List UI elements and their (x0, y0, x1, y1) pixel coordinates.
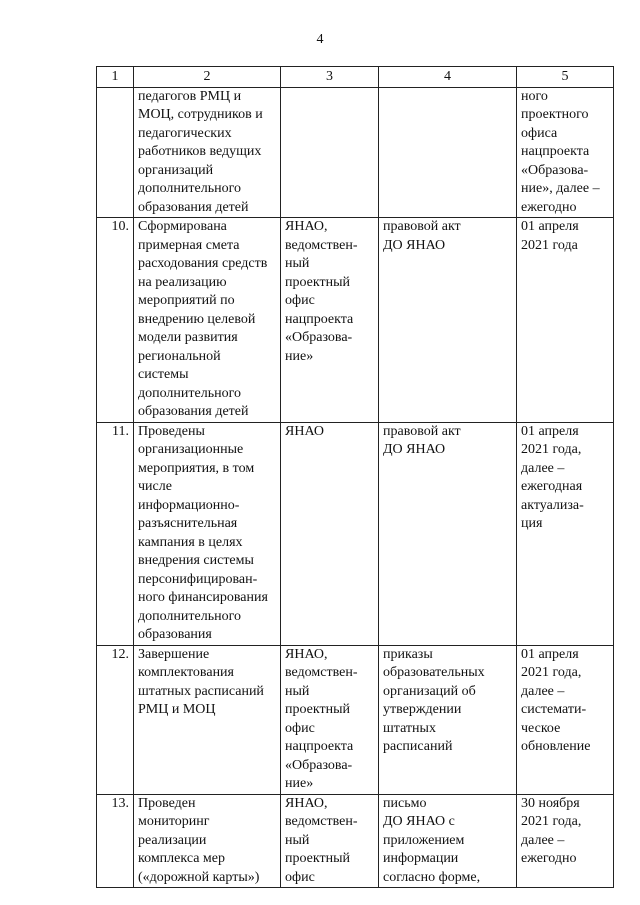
deadline-cell: 01 апреля 2021 года (517, 218, 614, 423)
document-cell: письмо ДО ЯНАО с приложением информации согласно форме, (379, 794, 517, 888)
document-cell: приказы образовательных организаций об утверждении штатных расписаний (379, 645, 517, 794)
document-cell (379, 87, 517, 218)
executor-cell (281, 87, 379, 218)
measure-cell: Сформирована примерная смета расходования средств на реализацию мероприятий по внедрению целевой модели развития региональной системы дополнительного образования детей (134, 218, 281, 423)
table-row (97, 87, 614, 218)
row-number: 13. (97, 794, 134, 888)
measure-cell: педагогов РМЦ и МОЦ, сотрудников и педагогических работников ведущих организаций дополнительного образования детей (134, 87, 281, 218)
table-row (97, 422, 614, 645)
executor-cell: ЯНАО, ведомствен- ный проектный офис нацпроекта «Образова- ние» (281, 218, 379, 423)
executor-cell: ЯНАО, ведомствен- ный проектный офис (281, 794, 379, 888)
table-row (97, 794, 614, 888)
deadline-cell: 01 апреля 2021 года, далее – системати- ческое обновление (517, 645, 614, 794)
measure-cell: Проведен мониторинг реализации комплекса мер («дорожной карты») (134, 794, 281, 888)
document-cell: правовой акт ДО ЯНАО (379, 422, 517, 645)
column-header-3: 3 (281, 67, 379, 88)
row-number: 10. (97, 218, 134, 423)
document-cell: правовой акт ДО ЯНАО (379, 218, 517, 423)
plan-table (96, 66, 614, 888)
row-number (97, 87, 134, 218)
table-header-row (97, 67, 614, 88)
measure-cell: Завершение комплектования штатных расписаний РМЦ и МОЦ (134, 645, 281, 794)
measure-cell: Проведены организационные мероприятия, в том числе информационно- разъяснительная кампания в целях внедрения системы персонифицирован- ного финансирования дополнительного образования (134, 422, 281, 645)
executor-cell: ЯНАО, ведомствен- ный проектный офис нацпроекта «Образова- ние» (281, 645, 379, 794)
deadline-cell: 01 апреля 2021 года, далее – ежегодная актуализа- ция (517, 422, 614, 645)
column-header-4: 4 (379, 67, 517, 88)
page-number: 4 (316, 32, 324, 47)
row-number: 11. (97, 422, 134, 645)
column-header-5: 5 (517, 67, 614, 88)
table-row (97, 645, 614, 794)
table-row (97, 218, 614, 423)
column-header-2: 2 (134, 67, 281, 88)
column-header-1: 1 (97, 67, 134, 88)
executor-cell: ЯНАО (281, 422, 379, 645)
deadline-cell: ного проектного офиса нацпроекта «Образова- ние», далее – ежегодно (517, 87, 614, 218)
deadline-cell: 30 ноября 2021 года, далее – ежегодно (517, 794, 614, 888)
row-number: 12. (97, 645, 134, 794)
